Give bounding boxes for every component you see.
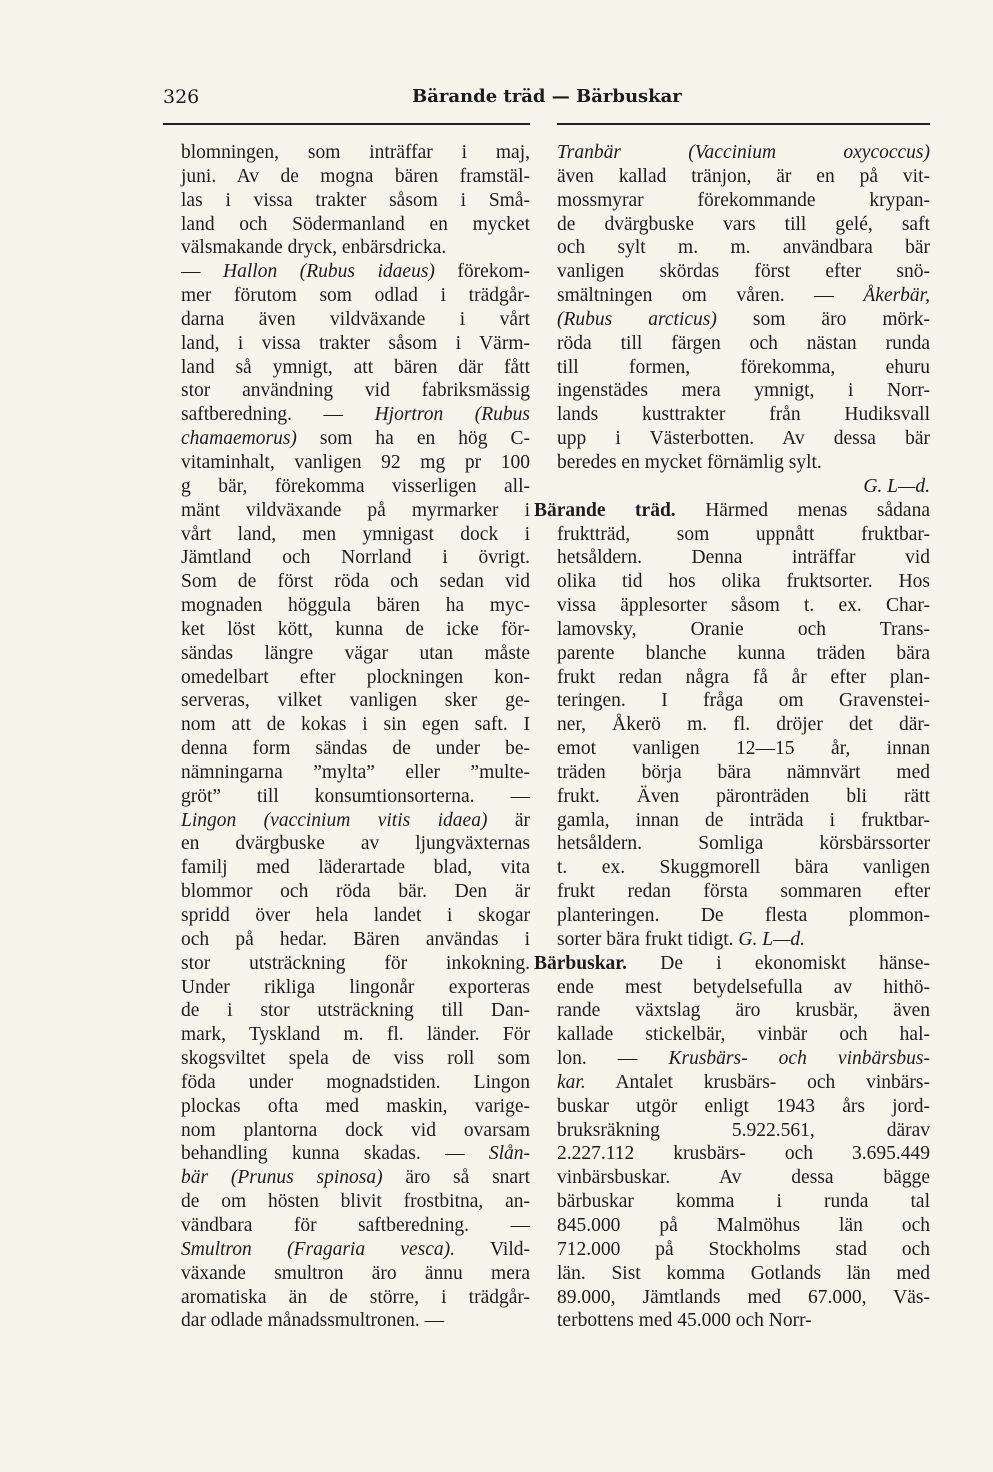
left-column-line xyxy=(181,737,530,761)
text-run: bärbuskar komma i runda tal xyxy=(557,1191,930,1213)
left-column-line xyxy=(181,332,530,356)
text-run: och sylt m. m. användbara bär xyxy=(557,237,930,259)
text-run: mer förutom som odlad i trädgår- xyxy=(181,285,530,307)
text-run: till formen, förekomma, ehuru xyxy=(557,356,930,378)
text-run: nom plantorna dock vid ovarsam xyxy=(181,1119,530,1141)
text-run: sorter bära frukt tidigt. xyxy=(557,928,739,950)
text-run: gröt” till konsumtionsorterna. — xyxy=(181,785,530,807)
right-column-line xyxy=(557,236,930,260)
text-run: t. ex. Skuggmorell bära vanligen xyxy=(557,857,930,879)
text-run: De i ekonomiskt hänse- xyxy=(627,952,930,974)
text-run: röda till färgen och nästan runda xyxy=(557,332,930,354)
right-column-line xyxy=(557,570,930,594)
right-column-line xyxy=(557,880,930,904)
right-column-line xyxy=(557,475,930,499)
left-column-line xyxy=(181,451,530,475)
right-column-line xyxy=(557,1047,930,1071)
italic-term: Åkerbär, xyxy=(863,285,930,307)
right-column-line xyxy=(557,1119,930,1143)
right-column-line xyxy=(557,713,930,737)
text-run: g bär, förekomma visserligen all- xyxy=(181,475,530,497)
left-column-line xyxy=(181,356,530,380)
left-column-line xyxy=(181,546,530,570)
left-column-line xyxy=(181,832,530,856)
right-column-line xyxy=(557,379,930,403)
text-run: mänt vildväxande på myrmarker i xyxy=(181,499,530,521)
text-run: parente blanche kunna träden bära xyxy=(557,642,930,664)
left-column-line xyxy=(181,284,530,308)
left-column-line xyxy=(181,1095,530,1119)
right-column-line xyxy=(557,832,930,856)
text-run: Under rikliga lingonår exporteras xyxy=(181,976,530,998)
text-run: förekom- xyxy=(434,261,530,283)
right-column-line xyxy=(534,499,930,523)
left-column-line xyxy=(181,928,530,952)
right-column-line xyxy=(557,308,930,332)
right-column-line xyxy=(557,213,930,237)
text-run: län. Sist komma Gotlands län med xyxy=(557,1262,930,1284)
right-column-line xyxy=(557,284,930,308)
text-run: 845.000 på Malmöhus län och xyxy=(557,1214,930,1236)
left-column-line xyxy=(181,689,530,713)
italic-term: Krusbärs- och vinbärsbus- xyxy=(668,1048,931,1070)
left-column-line xyxy=(181,642,530,666)
right-column-line xyxy=(557,1214,930,1238)
left-column-line xyxy=(181,1166,530,1190)
text-run: ner, Åkerö m. fl. dröjer det där- xyxy=(557,714,930,736)
right-column-line xyxy=(557,642,930,666)
italic-term: bär (Prunus spinosa) xyxy=(181,1167,383,1189)
text-run: las i vissa trakter såsom i Små- xyxy=(181,189,530,211)
header-rule-right xyxy=(557,123,930,125)
text-run: olika tid hos olika fruktsorter. Hos xyxy=(557,571,930,593)
text-run: fruktträd, som uppnått fruktbar- xyxy=(557,523,930,545)
text-run: äro så snart xyxy=(382,1167,530,1189)
text-run: Antalet krusbärs- och vinbärs- xyxy=(585,1071,930,1093)
text-run: frukt redan några få år efter plan- xyxy=(557,666,930,688)
text-run: bruksräkning 5.922.561, därav xyxy=(557,1119,930,1141)
text-run: terbottens med 45.000 och Norr- xyxy=(557,1310,812,1332)
text-run: de om hösten blivit frostbitna, an- xyxy=(181,1191,530,1213)
left-column-line xyxy=(181,809,530,833)
text-run: vissa äpplesorter såsom t. ex. Char- xyxy=(557,595,930,617)
text-run: land så ymnigt, att bären där fått xyxy=(181,356,530,378)
right-column-line xyxy=(534,952,930,976)
left-column-line xyxy=(181,999,530,1023)
text-run: som äro mörk- xyxy=(716,308,931,330)
right-column-line xyxy=(557,165,930,189)
left-column-line xyxy=(181,308,530,332)
page-number: 326 xyxy=(163,86,200,108)
italic-term: Slån- xyxy=(488,1143,530,1165)
left-column-line xyxy=(181,904,530,928)
right-column-line xyxy=(557,427,930,451)
right-column-line xyxy=(557,1262,930,1286)
text-run: denna form sändas de under be- xyxy=(181,738,530,760)
left-column-line xyxy=(181,475,530,499)
right-column-line xyxy=(557,1166,930,1190)
left-column-line xyxy=(181,594,530,618)
text-run: mark, Tyskland m. fl. länder. För xyxy=(181,1024,530,1046)
text-run: vinbärsbuskar. Av dessa bägge xyxy=(557,1167,930,1189)
text-run: lon. — xyxy=(557,1048,669,1070)
text-run: mossmyrar förekommande krypan- xyxy=(557,189,930,211)
right-column-line xyxy=(557,904,930,928)
right-column-line xyxy=(557,1190,930,1214)
right-column-line xyxy=(557,546,930,570)
right-column-line xyxy=(557,1071,930,1095)
text-run: frukt redan första sommaren efter xyxy=(557,881,930,903)
text-run: saftberedning. — xyxy=(181,404,375,426)
italic-term: kar. xyxy=(557,1071,586,1093)
left-column-line xyxy=(181,666,530,690)
right-column-line xyxy=(557,856,930,880)
text-run: planteringen. De flesta plommon- xyxy=(557,905,930,926)
text-run: hetsåldern. Denna inträffar vid xyxy=(557,547,930,569)
text-run: vändbara för saftberedning. — xyxy=(181,1214,530,1236)
right-column-line xyxy=(557,761,930,785)
text-run: rande växtslag äro krusbär, även xyxy=(557,1000,930,1022)
text-run: och på hedar. Bären användas i xyxy=(181,928,530,950)
text-run: blomningen, som inträffar i maj, xyxy=(181,142,530,163)
text-run: hetsåldern. Somliga körsbärssorter xyxy=(557,833,930,855)
left-column-line xyxy=(181,141,530,165)
text-run: buskar utgör enligt 1943 års jord- xyxy=(557,1095,930,1117)
left-column-line xyxy=(181,761,530,785)
right-column-line xyxy=(557,1095,930,1119)
text-run: aromatiska än de större, i trädgår- xyxy=(181,1286,530,1308)
left-column-line xyxy=(181,1214,530,1238)
right-column-line xyxy=(557,594,930,618)
italic-term: Smultron (Fragaria vesca). xyxy=(181,1238,456,1260)
text-run: välsmakande dryck, enbärsdricka. xyxy=(181,237,447,259)
left-column-line xyxy=(181,1119,530,1143)
left-column-line xyxy=(181,1142,530,1166)
entry-headword: Bärbuskar. xyxy=(534,952,628,974)
text-run: stor användning vid fabriksmässig xyxy=(181,380,530,402)
right-column-line xyxy=(557,260,930,284)
text-run: blommor och röda bär. Den är xyxy=(181,881,530,903)
text-run: serveras, vilket vanligen sker ge- xyxy=(181,690,530,712)
text-run: föda under mognadstiden. Lingon xyxy=(181,1071,530,1093)
right-column-line xyxy=(557,356,930,380)
text-run: nämningarna ”mylta” eller ”multe- xyxy=(181,761,530,783)
left-column-line xyxy=(181,976,530,1000)
text-run: Som de först röda och sedan vid xyxy=(181,571,530,593)
text-run: träden börja bära nämnvärt med xyxy=(557,761,930,783)
right-column-line xyxy=(557,809,930,833)
text-run: sändas längre vägar utan måste xyxy=(181,642,530,664)
left-column-line xyxy=(181,952,530,976)
left-column-line xyxy=(181,499,530,523)
text-run: nom att de kokas i sin egen saft. I xyxy=(181,714,530,736)
right-column-line xyxy=(557,1286,930,1310)
text-run: plockas ofta med maskin, varige- xyxy=(181,1095,530,1117)
left-column-line xyxy=(181,236,530,260)
right-column-line xyxy=(557,1238,930,1262)
left-column-line xyxy=(181,1071,530,1095)
text-run: skogsviltet spela de viss roll som xyxy=(181,1048,530,1070)
left-column-line xyxy=(181,713,530,737)
right-column xyxy=(534,141,931,1333)
right-column-line xyxy=(557,737,930,761)
text-run: behandling kunna skadas. — xyxy=(181,1143,489,1165)
italic-term: chamaemorus) xyxy=(181,428,297,450)
right-column-line xyxy=(557,1309,930,1333)
left-column-line xyxy=(181,379,530,403)
left-column-line xyxy=(181,260,530,284)
right-column-line xyxy=(557,141,930,165)
right-column-line xyxy=(557,1142,930,1166)
left-column-line xyxy=(181,1238,530,1262)
text-run: även kallad tränjon, är en på vit- xyxy=(557,165,930,187)
left-column-line xyxy=(181,427,530,451)
text-run: kallade stickelbär, vinbär och hal- xyxy=(557,1024,930,1046)
right-column-line xyxy=(557,523,930,547)
italic-term: G. L—d. xyxy=(738,928,806,950)
text-run: 2.227.112 krusbärs- och 3.695.449 xyxy=(557,1143,930,1165)
text-run: spridd över hela landet i skogar xyxy=(181,905,530,926)
right-column-line xyxy=(557,189,930,213)
text-run: land och Södermanland en mycket xyxy=(181,213,530,235)
text-run: beredes en mycket förnämlig sylt. xyxy=(557,451,822,473)
left-column-line xyxy=(181,189,530,213)
right-column-line xyxy=(557,999,930,1023)
left-column-line xyxy=(181,1262,530,1286)
text-run: vanligen skördas först efter snö- xyxy=(557,261,930,283)
text-run: ingenstädes mera ymnigt, i Norr- xyxy=(557,380,930,402)
text-run: lamovsky, Oranie och Trans- xyxy=(557,618,930,640)
left-column-line xyxy=(181,523,530,547)
left-column-line xyxy=(181,570,530,594)
right-column-line xyxy=(557,976,930,1000)
left-column-line xyxy=(181,880,530,904)
left-column xyxy=(181,141,530,1333)
italic-term: Hjortron (Rubus xyxy=(374,404,530,426)
text-run: vårt land, men ymnigast dock i xyxy=(181,523,530,545)
left-column-line xyxy=(181,1309,530,1333)
text-run: emot vanligen 12—15 år, innan xyxy=(557,738,930,760)
italic-term: Hallon (Rubus idaeus) xyxy=(223,261,435,283)
text-run: ket löst kött, kunna de icke för- xyxy=(181,618,530,640)
text-run: som ha en hög C- xyxy=(296,428,530,450)
italic-term: Tranbär (Vaccinium oxycoccus) xyxy=(557,142,930,163)
right-column-line xyxy=(557,451,930,475)
text-run: en dvärgbuske av ljungväxternas xyxy=(181,833,530,855)
italic-term: G. L—d. xyxy=(863,475,930,497)
text-run: — xyxy=(181,261,224,283)
text-run: teringen. I fråga om Gravenstei- xyxy=(557,690,930,712)
text-run: växande smultron äro ännu mera xyxy=(181,1262,530,1284)
right-column-line xyxy=(557,689,930,713)
left-column-line xyxy=(181,618,530,642)
left-column-line xyxy=(181,856,530,880)
text-run: ende mest betydelsefulla av hithö- xyxy=(557,976,930,998)
italic-term: Lingon (vaccinium vitis idaea) xyxy=(181,809,488,831)
right-column-line xyxy=(557,928,930,952)
text-run: de dvärgbuske vars till gelé, saft xyxy=(557,213,930,235)
text-run: mognaden höggula bären ha myc- xyxy=(181,595,530,617)
left-column-line xyxy=(181,1190,530,1214)
text-run: land, i vissa trakter såsom i Värm- xyxy=(181,332,530,354)
left-column-line xyxy=(181,1047,530,1071)
text-run: vitaminhalt, vanligen 92 mg pr 100 xyxy=(181,451,530,473)
text-run: smältningen om våren. — xyxy=(557,285,864,307)
italic-term: (Rubus arcticus) xyxy=(557,308,717,330)
header-rule-left xyxy=(163,123,530,125)
text-run: de i stor utsträckning till Dan- xyxy=(181,1000,530,1022)
text-run: omedelbart efter plockningen kon- xyxy=(181,666,530,688)
text-run: Härmed menas sådana xyxy=(675,499,930,521)
right-column-line xyxy=(557,1023,930,1047)
text-run: upp i Västerbotten. Av dessa bär xyxy=(557,428,930,450)
left-column-line xyxy=(181,1023,530,1047)
right-column-line xyxy=(557,332,930,356)
running-head: Bärande träd — Bärbuskar xyxy=(412,86,682,107)
right-column-line xyxy=(557,403,930,427)
left-column-line xyxy=(181,403,530,427)
left-column-line xyxy=(181,1286,530,1310)
left-column-line xyxy=(181,165,530,189)
text-run: stor utsträckning för inkokning. xyxy=(181,952,530,974)
text-run: 89.000, Jämtlands med 67.000, Väs- xyxy=(557,1286,930,1308)
right-column-line xyxy=(557,666,930,690)
entry-headword: Bärande träd. xyxy=(534,499,676,521)
text-run: juni. Av de mogna bären framstäl- xyxy=(181,165,530,187)
text-run: frukt. Även päronträden bli rätt xyxy=(557,785,930,807)
text-run: 712.000 på Stockholms stad och xyxy=(557,1238,930,1260)
text-run: är xyxy=(487,809,530,831)
left-column-line xyxy=(181,213,530,237)
text-run: Jämtland och Norrland i övrigt. xyxy=(181,547,530,569)
text-run: dar odlade månadssmultronen. — xyxy=(181,1310,445,1332)
right-column-line xyxy=(557,785,930,809)
text-run: familj med läderartade blad, vita xyxy=(181,857,530,879)
text-run: Vild- xyxy=(455,1238,530,1260)
left-column-line xyxy=(181,785,530,809)
text-run: lands kusttrakter från Hudiksvall xyxy=(557,404,930,426)
right-column-line xyxy=(557,618,930,642)
text-run: darna även vildväxande i vårt xyxy=(181,308,530,330)
text-run: gamla, innan de inträda i fruktbar- xyxy=(557,809,930,831)
